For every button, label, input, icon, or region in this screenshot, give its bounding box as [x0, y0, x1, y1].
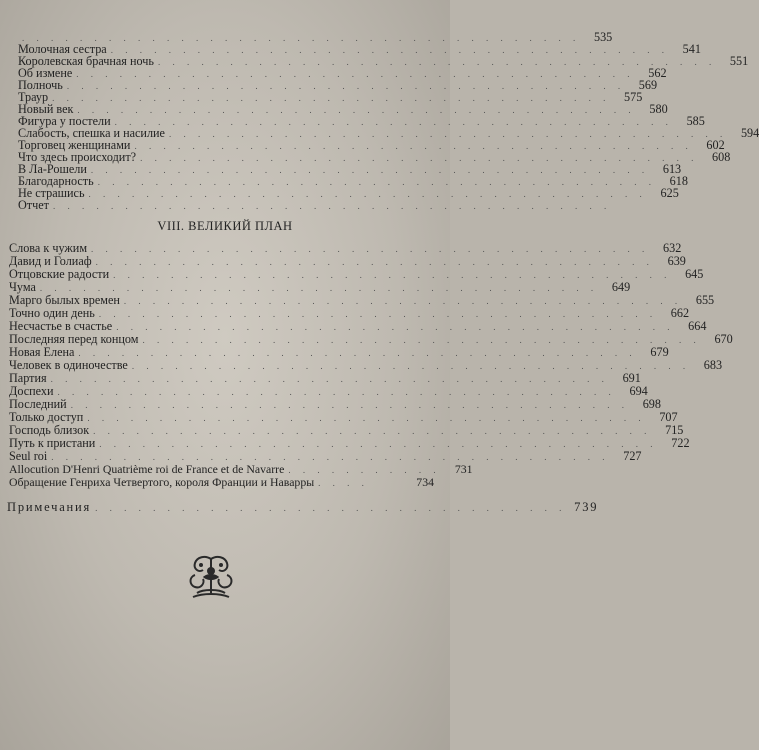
entry-title: Seul roi [9, 449, 48, 463]
entry-title: Точно один день [9, 306, 95, 320]
entry-title: Новый век [18, 102, 74, 116]
dot-leader: . . . . . . . . . . . . . . . . . . . . . . . . . . . . . . . . . [95, 503, 567, 513]
entry-title: Путь к пристани [9, 436, 96, 450]
entry-title: Об измене [18, 66, 73, 80]
entry-title: Новая Елена [9, 345, 75, 359]
entry-page: 594 [740, 126, 759, 140]
entry-title: Чума [9, 280, 36, 294]
entry-page: 670 [714, 332, 733, 346]
toc-entry [18, 198, 612, 213]
entry-page: 691 [622, 371, 641, 385]
dot-leader: . . . . . . . . . . . . . . . . . . . . . . . . . . . . . . . . . . . . . . . [131, 361, 691, 371]
dot-leader: . . . . . . . . . . . . . . . . . . . . . . . . . . . . . . . . . . . . . . . [98, 309, 658, 319]
entry-title: Благодарность [18, 174, 94, 188]
dot-leader: . . . . . . . . . . . . . . . . . . . . . . . . . . . . . . . . . . . . . . . [114, 117, 673, 127]
dot-leader: . . . . . . . . . . . . . . . . . . . . . . . . . . . . . . . . . . . . . . . [87, 413, 646, 423]
notes-title: Примечания [7, 500, 92, 514]
dot-leader: . . . . . . . . . . . . . . . . . . . . . . . . . . . . . . . . . . . . . . . [91, 244, 650, 254]
entry-page: 569 [638, 78, 658, 92]
dot-leader: . . . . . . . . . . . . . . . . . . . . . . . . . . . . . . . . . . . . . . . [99, 439, 658, 449]
dot-leader: . . . . . . . . . . . . . . . . . . . . . . . . . . . . . . . . . . . . . . . [51, 452, 610, 462]
entry-title: Слова к чужим [9, 241, 88, 255]
entry-page: 535 [593, 30, 613, 44]
dot-leader: . . . . . . . . . . . . . . . . . . . . . . . . . . . . . . . . . . . . . . . [142, 335, 701, 345]
entry-title: Партия [9, 371, 47, 385]
entry-title: Последний [9, 397, 67, 411]
entry-page: 575 [624, 90, 643, 104]
entry-page: 632 [663, 241, 682, 255]
entry-title: Королевская брачная ночь [18, 54, 154, 68]
dot-leader: . . . . . . . . . . . . . . . . . . . . . . . . . . . . . . . . . . . . . . . [90, 165, 650, 175]
dot-leader: . . . . . . . . . . . . . . . . . . . . . . . . . . . . . . . . . . . . . . . [97, 177, 656, 187]
toc-entry [9, 384, 648, 399]
entry-page: 698 [642, 397, 661, 411]
fleuron-ornament-icon [185, 553, 237, 601]
entry-title: Несчастье в счастье [9, 319, 113, 333]
entry-page: 664 [688, 319, 707, 333]
dot-leader: . . . . . . . . . . . . . . . . . . . . . . . . . . . . . . . . . . . . . . . [134, 141, 693, 151]
entry-page: 655 [695, 293, 715, 307]
entry-title: Последняя перед концом [9, 332, 139, 346]
entry-title: Молочная сестра [18, 42, 107, 56]
dot-leader: . . . . [318, 478, 369, 488]
dot-leader: . . . . . . . . . . . . . . . . . . . . . . . . . . . . . . . . . . . . . . . [168, 129, 728, 139]
entry-title: Обращение Генриха Четвертого, короля Франции и Наварры [9, 475, 315, 489]
entry-page: 722 [671, 436, 690, 450]
dot-leader: . . . . . . . . . . . . . . . . . . . . . . . . . . . . . . . . . . . . . . . [157, 57, 717, 67]
entry-page: 618 [669, 174, 688, 188]
entry-title: Полночь [18, 78, 63, 92]
entry-page: 608 [712, 150, 731, 164]
entry-title: Доспехи [9, 384, 54, 398]
entry-title: Слабость, спешка и насилие [18, 126, 165, 140]
dot-leader: . . . . . . . . . . . . . . . . . . . . . . . . . . . . . . . . . . . . . . . [116, 322, 675, 332]
entry-title: Не страшись [18, 186, 85, 200]
entry-page: 679 [650, 345, 669, 359]
section-heading: VIII. ВЕЛИКИЙ ПЛАН [157, 219, 293, 233]
entry-title: Давид и Голиаф [9, 254, 92, 268]
entry-page: 613 [662, 162, 682, 176]
toc-entry [9, 476, 434, 490]
dot-leader: . . . . . . . . . . . . . . . . . . . . . . . . . . . . . . . . . . . . . . . [77, 105, 636, 115]
entry-page: 639 [667, 254, 686, 268]
entry-page: 694 [629, 384, 648, 398]
entry-page: 585 [686, 114, 705, 128]
dot-leader: . . . . . . . . . . . . . . . . . . . . . . . . . . . . . . . . . . . . . . . [78, 348, 637, 358]
entry-title: В Ла-Рошели [18, 162, 87, 176]
dot-leader: . . . . . . . . . . . . . . . . . . . . . . . . . . . . . . . . . . . . . . . [53, 201, 612, 211]
entry-page: 625 [660, 186, 679, 200]
toc-entry [9, 358, 723, 373]
dot-leader: . . . . . . . . . . . . . . . . . . . . . . . . . . . . . . . . . . . . . . . [76, 69, 635, 79]
toc-entry-notes [7, 500, 599, 515]
entry-title: Траур [18, 90, 49, 104]
entry-page: 645 [685, 267, 704, 281]
entry-title: Человек в одиночестве [9, 358, 128, 372]
entry-page: 731 [454, 462, 473, 476]
entry-page: 683 [703, 358, 723, 372]
dot-leader: . . . . . . . . . . . . . . . . . . . . . . . . . . . . . . . . . . . . . . . [93, 426, 652, 436]
dot-leader: . . . . . . . . . . . . . . . . . . . . . . . . . . . . . . . . . . . . . . . [39, 283, 599, 293]
notes-page: 739 [574, 500, 599, 514]
entry-page: 734 [416, 475, 434, 489]
entry-title: Что здесь происходит? [18, 150, 137, 164]
dot-leader: . . . . . . . . . . . . . . . . . . . . . . . . . . . . . . . . . . . . . . . [66, 81, 626, 91]
entry-title: Allocution D'Henri Quatrième roi de France et de Navarre [9, 462, 285, 476]
dot-leader: . . . . . . . . . . . . . . . . . . . . . . . . . . . . . . . . . . . . . . . [95, 257, 654, 267]
entry-page: 580 [649, 102, 668, 116]
entry-page: 649 [611, 280, 631, 294]
entry-title: Фигура у постели [18, 114, 111, 128]
toc-entry [9, 371, 641, 386]
dot-leader: . . . . . . . . . . . . . . . . . . . . . . . . . . . . . . . . . . . . . . . [22, 33, 581, 43]
dot-leader: . . . . . . . . . . . . . . . . . . . . . . . . . . . . . . . . . . . . . . . [88, 189, 647, 199]
dot-leader: . . . . . . . . . . . . . . . . . . . . . . . . . . . . . . . . . . . . . . . [50, 374, 609, 384]
toc-entry [9, 436, 690, 451]
toc-entry [9, 267, 704, 282]
entry-title: Отцовские радости [9, 267, 110, 281]
entry-title: Отчет [18, 198, 49, 212]
entry-page: 541 [682, 42, 701, 56]
dot-leader: . . . . . . . . . . . . . . . . . . . . . . . . . . . . . . . . . . . . . . . [110, 45, 669, 55]
entry-page: 727 [623, 449, 642, 463]
entry-title: Господь близок [9, 423, 90, 437]
entry-page: 662 [670, 306, 690, 320]
entry-title: Торговец женщинами [18, 138, 131, 152]
dot-leader: . . . . . . . . . . . . . . . . . . . . . . . . . . . . . . . . . . . . . . . [57, 387, 616, 397]
dot-leader: . . . . . . . . . . . . . . . . . . . . . . . . . . . . . . . . . . . . . . . [123, 296, 683, 306]
dot-leader: . . . . . . . . . . . . . . . . . . . . . . . . . . . . . . . . . . . . . . . [140, 153, 699, 163]
entry-page: 562 [648, 66, 667, 80]
entry-page: 602 [706, 138, 725, 152]
dot-leader: . . . . . . . . . . . . . . . . . . . . . . . . . . . . . . . . . . . . . . . [113, 270, 672, 280]
dot-leader: . . . . . . . . . . . . . . . . . . . . . . . . . . . . . . . . . . . . . . . [70, 400, 629, 410]
entry-page: 715 [665, 423, 684, 437]
dot-leader: . . . . . . . . . . . [288, 465, 441, 475]
dot-leader: . . . . . . . . . . . . . . . . . . . . . . . . . . . . . . . . . . . . . . . [52, 93, 611, 103]
entry-title: Только доступ [9, 410, 84, 424]
entry-page: 707 [659, 410, 678, 424]
entry-title: Марго былых времен [9, 293, 120, 307]
entry-page: 551 [729, 54, 749, 68]
